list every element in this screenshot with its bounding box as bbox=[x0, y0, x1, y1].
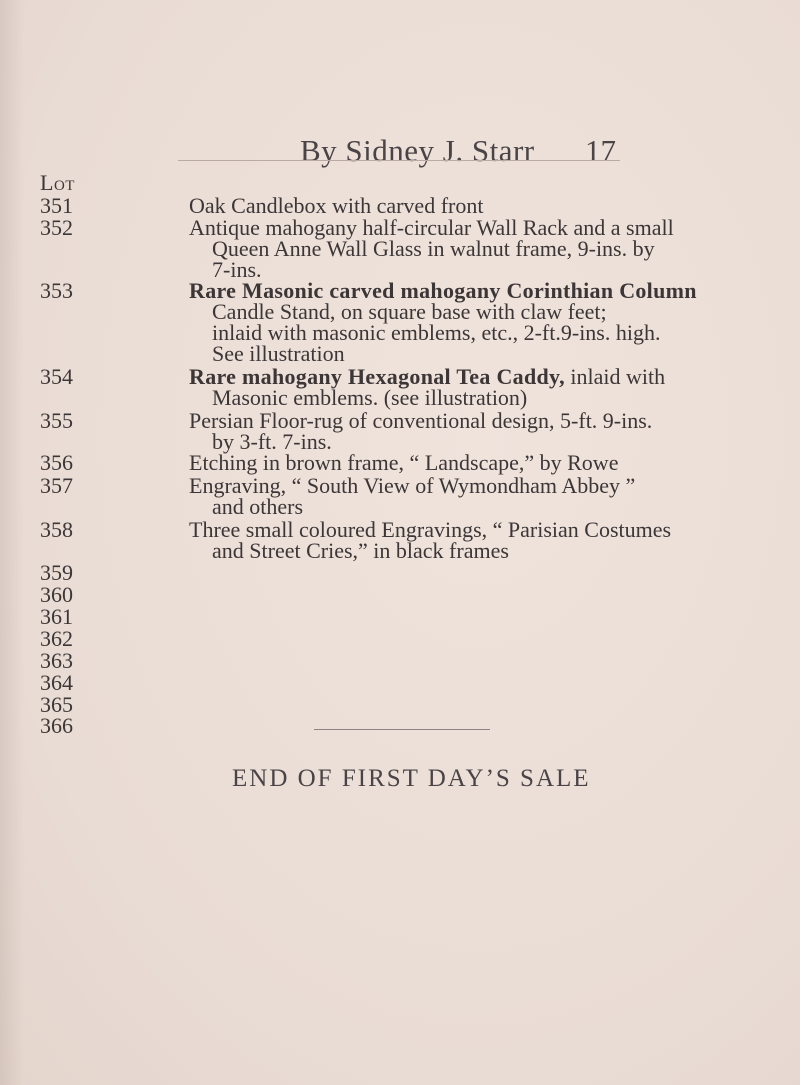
entry-line: by 3-ft. 7-ins. bbox=[212, 429, 332, 454]
entry-line: Oak Candlebox with carved front bbox=[189, 193, 484, 218]
lot-number: 365 bbox=[40, 692, 73, 717]
entry-line: Candle Stand, on square base with claw feet; bbox=[212, 299, 607, 324]
entry-line: Persian Floor-rug of conventional design, 5-ft. 9-ins. bbox=[189, 408, 653, 433]
lot-number: 351 bbox=[40, 193, 73, 218]
lot-number: 363 bbox=[40, 648, 73, 673]
lot-entry bbox=[189, 278, 697, 366]
lot-number: 364 bbox=[40, 670, 73, 695]
lot-number: 353 bbox=[40, 278, 73, 303]
lot-number: 352 bbox=[40, 215, 73, 240]
lot-number: 356 bbox=[40, 450, 73, 475]
lot-number: 358 bbox=[40, 517, 73, 542]
header-rule bbox=[178, 160, 620, 161]
lot-number: 366 bbox=[40, 713, 73, 738]
end-rule bbox=[314, 729, 490, 730]
entry-line: inlaid with masonic emblems, etc., 2-ft.9-ins. high. bbox=[212, 320, 661, 345]
entry-bold-lead: Rare mahogany Hexagonal Tea Caddy, bbox=[189, 364, 565, 389]
lot-number: 355 bbox=[40, 408, 73, 433]
lot-number: 354 bbox=[40, 364, 73, 389]
entry-line: Three small coloured Engravings, “ Parisian Costumes bbox=[189, 517, 672, 542]
lot-entry bbox=[189, 473, 636, 519]
entry-line: 7-ins. bbox=[212, 257, 262, 282]
lot-number: 359 bbox=[40, 560, 73, 585]
entry-line: Engraving, “ South View of Wymondham Abbey ” bbox=[189, 473, 636, 498]
lot-entry bbox=[189, 364, 666, 410]
page-number: 17 bbox=[585, 133, 616, 168]
lot-number: 360 bbox=[40, 582, 73, 607]
lot-entry bbox=[189, 452, 629, 473]
running-header: By Sidney J. Starr bbox=[300, 133, 535, 168]
entry-line: Queen Anne Wall Glass in walnut frame, 9-ins. by bbox=[212, 236, 655, 261]
entry-lead-rest: inlaid with bbox=[564, 364, 666, 389]
lot-column-heading: Lot bbox=[40, 170, 75, 195]
lot-entry bbox=[189, 195, 629, 216]
entry-line: See illustration bbox=[212, 341, 345, 366]
entry-bold-lead: Rare Masonic carved mahogany Corinthian Column bbox=[189, 278, 697, 303]
lot-number: 362 bbox=[40, 626, 73, 651]
lot-entry bbox=[189, 517, 672, 563]
entry-line: and Street Cries,” in black frames bbox=[212, 538, 509, 563]
lot-number: 357 bbox=[40, 473, 73, 498]
entry-line: Masonic emblems. (see illustration) bbox=[212, 385, 528, 410]
lot-number: 361 bbox=[40, 604, 73, 629]
lot-entry bbox=[189, 408, 653, 454]
entry-line: Antique mahogany half-circular Wall Rack and a small bbox=[189, 215, 674, 240]
lot-entry bbox=[189, 215, 674, 282]
entry-line: Etching in brown frame, “ Landscape,” by Rowe bbox=[189, 450, 619, 475]
end-of-sale-text: END OF FIRST DAY’S SALE bbox=[232, 765, 591, 792]
entry-line: and others bbox=[212, 494, 304, 519]
